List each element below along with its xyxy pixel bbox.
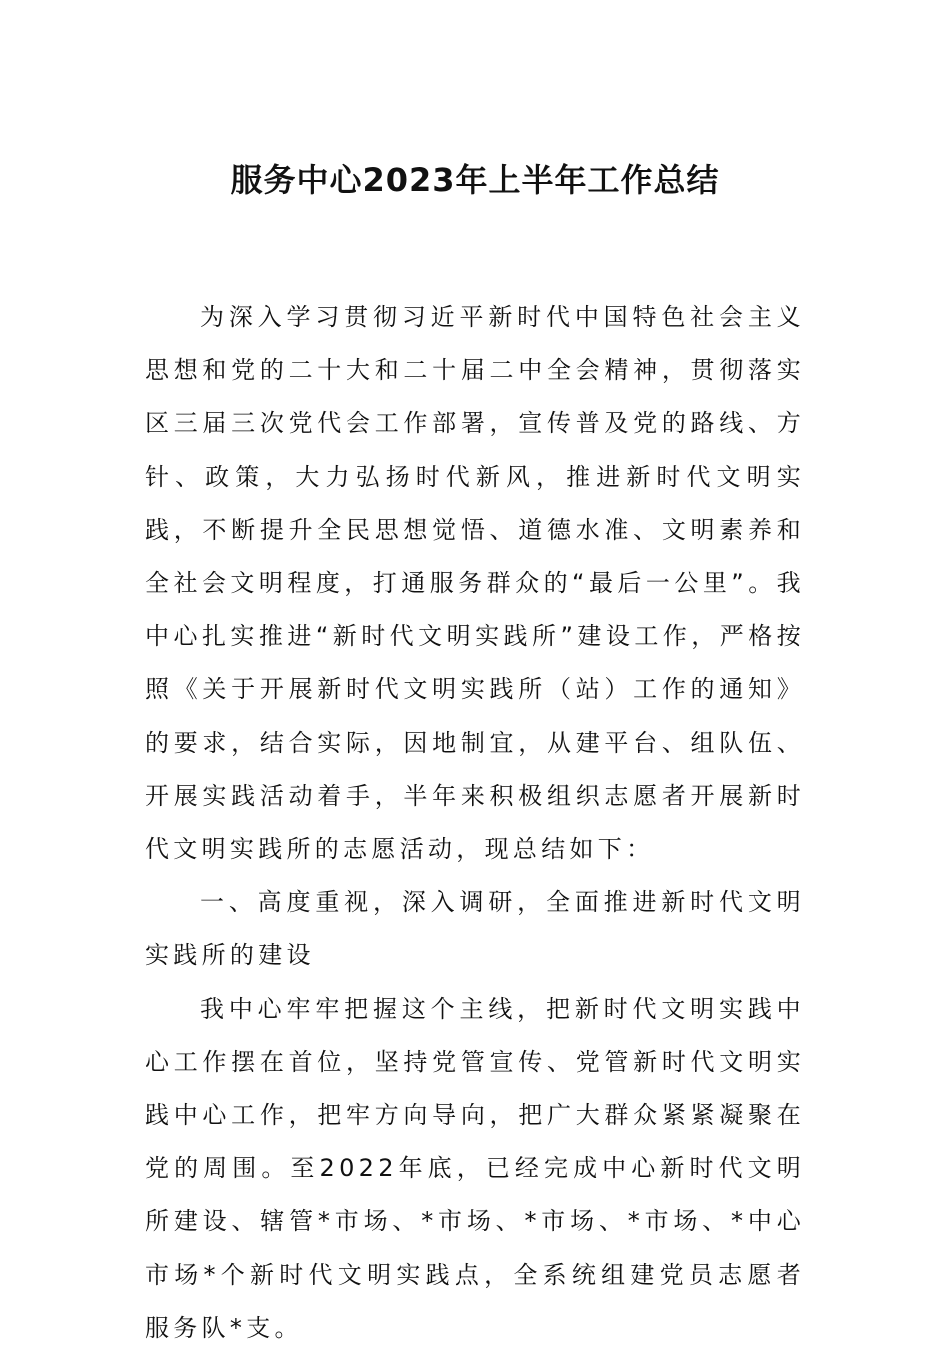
intro-paragraph: 为深入学习贯彻习近平新时代中国特色社会主义思想和党的二十大和二十届二中全会精神，贯彻落实区三届三次党代会工作部署，宣传普及党的路线、方针、政策，大力弘扬时代新风，推进新时代文明实践，不断提升全民思想觉悟、道德水准、文明素养和全社会文明程度，打通服务群众的“最后一公里”。我中心扎实推进“新时代文明实践所”建设工作，严格按照《关于开展新时代文明实践所（站）工作的通知》的要求，结合实际，因地制宜，从建平台、组队伍、开展实践活动着手，半年来积极组织志愿者开展新时代文明实践所的志愿活动，现总结如下：: [145, 303, 805, 864]
document-body: [145, 291, 805, 1355]
section-paragraph: 我中心牢牢把握这个主线，把新时代文明实践中心工作摆在首位，坚持党管宣传、党管新时代文明实践中心工作，把牢方向导向，把广大群众紧紧凝聚在党的周围。至2022年底，已经完成中心新时代文明所建设、辖管*市场、*市场、*市场、*市场、*中心市场*个新时代文明实践点，全系统组建党员志愿者服务队*支。: [145, 994, 805, 1342]
document-title: 服务中心2023年上半年工作总结: [230, 161, 720, 199]
section-heading: 一、高度重视，深入调研，全面推进新时代文明实践所的建设: [145, 888, 805, 970]
